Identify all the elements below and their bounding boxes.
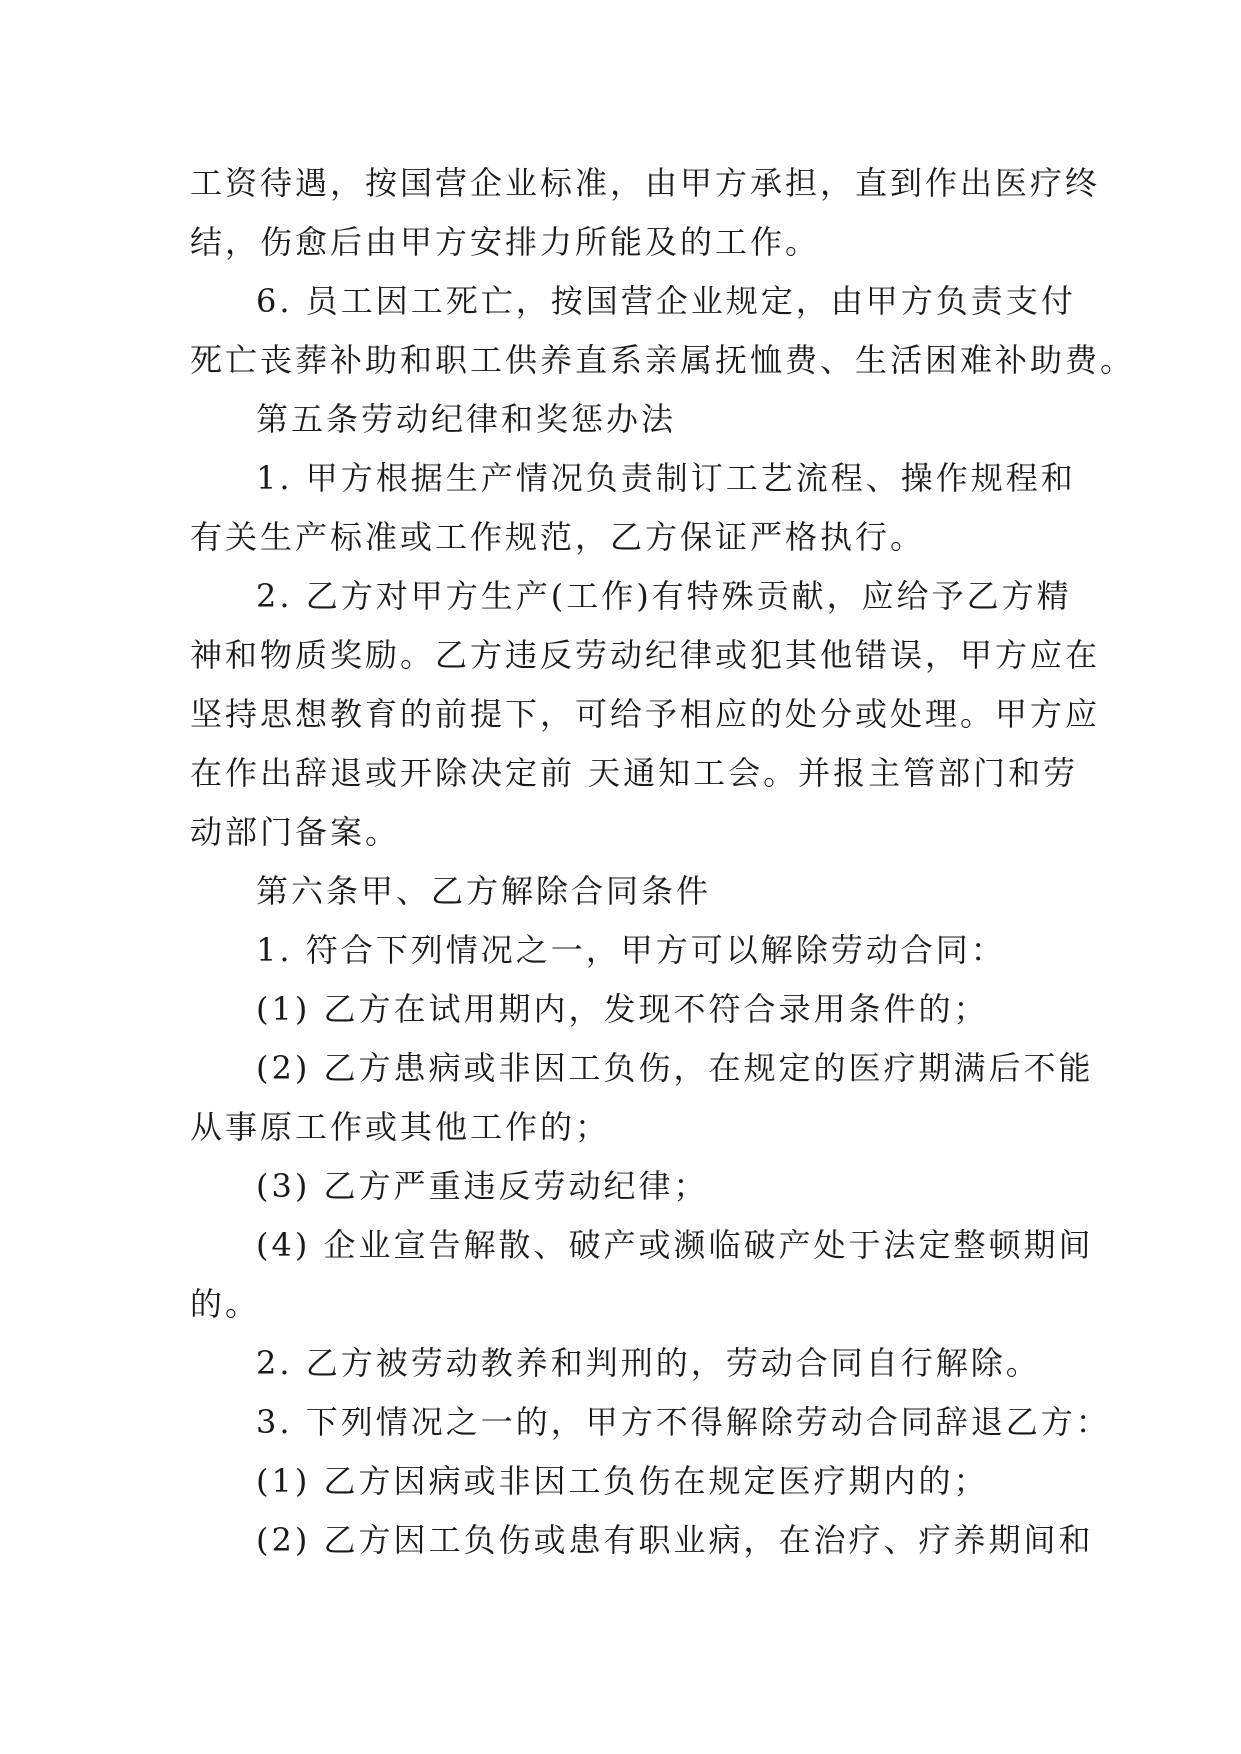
text-line: 结，伤愈后由甲方安排力所能及的工作。 bbox=[190, 223, 821, 261]
text-line: 1. 符合下列情况之一，甲方可以解除劳动合同： bbox=[256, 931, 1006, 969]
text-line: (1) 乙方在试用期内，发现不符合录用条件的； bbox=[256, 990, 989, 1028]
text-line: 工资待遇，按国营企业标准，由甲方承担，直到作出医疗终 bbox=[190, 164, 1101, 202]
text-line: 坚持思想教育的前提下，可给予相应的处分或处理。甲方应 bbox=[190, 695, 1101, 733]
document-body bbox=[190, 154, 1136, 1570]
text-line: 2. 乙方被劳动教养和判刑的，劳动合同自行解除。 bbox=[256, 1344, 1041, 1382]
text-line: 1. 甲方根据生产情况负责制订工艺流程、操作规程和 bbox=[256, 459, 1076, 497]
section-heading: 第五条劳动纪律和奖惩办法 bbox=[256, 400, 677, 438]
text-line: 2. 乙方对甲方生产(工作)有特殊贡献，应给予乙方精 bbox=[256, 577, 1072, 615]
text-line: (4) 企业宣告解散、破产或濒临破产处于法定整顿期间 bbox=[256, 1226, 1094, 1264]
text-line: 6. 员工因工死亡，按国营企业规定，由甲方负责支付 bbox=[256, 282, 1076, 320]
text-line: 3. 下列情况之一的，甲方不得解除劳动合同辞退乙方： bbox=[256, 1403, 1111, 1441]
text-line: 有关生产标准或工作规范，乙方保证严格执行。 bbox=[190, 518, 926, 556]
text-line: (2) 乙方因工负伤或患有职业病，在治疗、疗养期间和 bbox=[256, 1521, 1094, 1559]
text-line: 从事原工作或其他工作的； bbox=[190, 1108, 611, 1146]
text-line: (3) 乙方严重违反劳动纪律； bbox=[256, 1167, 709, 1205]
text-line: 动部门备案。 bbox=[190, 813, 401, 851]
text-line: 的。 bbox=[190, 1285, 261, 1323]
text-line: 死亡丧葬补助和职工供养直系亲属抚恤费、生活困难补助费。 bbox=[190, 341, 1136, 379]
text-line: (1) 乙方因病或非因工负伤在规定医疗期内的； bbox=[256, 1462, 989, 1500]
section-heading: 第六条甲、乙方解除合同条件 bbox=[256, 872, 712, 910]
text-line: (2) 乙方患病或非因工负伤，在规定的医疗期满后不能 bbox=[256, 1049, 1094, 1087]
text-line: 在作出辞退或开除决定前 天通知工会。并报主管部门和劳 bbox=[190, 754, 1079, 792]
text-line: 神和物质奖励。乙方违反劳动纪律或犯其他错误，甲方应在 bbox=[190, 636, 1101, 674]
